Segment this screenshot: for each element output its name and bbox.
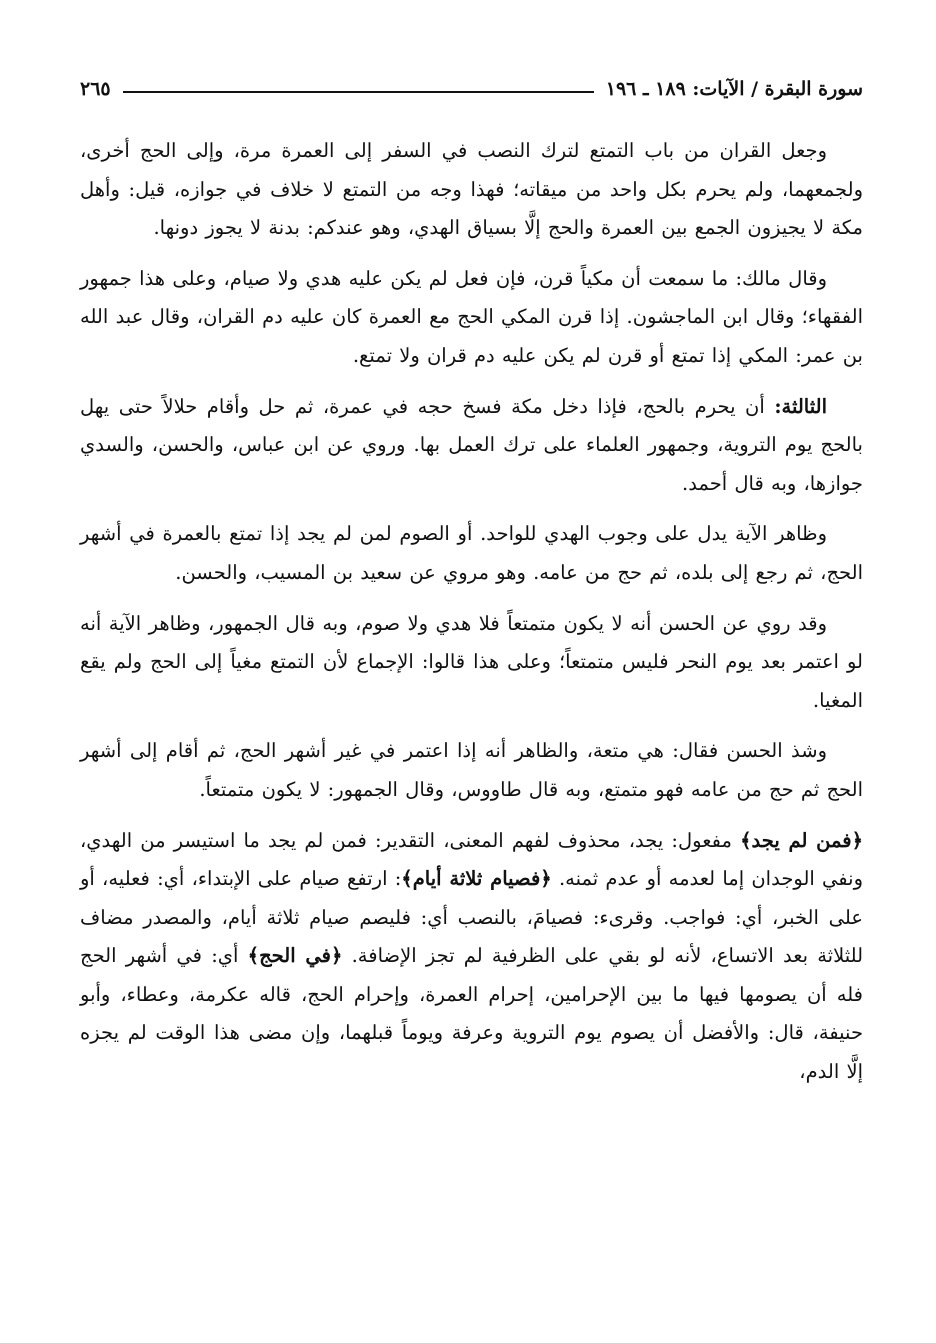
paragraph-text: أي: في أشهر الحج فله أن يصومها فيها ما بين الإحرامين، إحرام العمرة، وإحرام الحج، قاله عكرمة، وعطاء، وأبو حنيفة، قال: والأفضل أن يصوم يوم التروية وعرفة ويوماً قبلهما، وإن مضى هذا الوقت لم يجزه إلَّا الدم، (80, 944, 863, 1084)
paragraph-text: مفعول: يجد، محذوف لفهم المعنى، التقدير: فمن لم يجد ما استيسر من الهدي، ونفي الوجدان إما لعدمه أو عدم ثمنه. (80, 828, 864, 891)
paragraph-text: : ارتفع صيام على الإبتداء، أي: فعليه، أو على الخبر، أي: فواجب. وقرىء: فصيامَ، بالنصب أي: فليصم صيام ثلاثة أيام، والمصدر مضاف للثلاثة بعد الاتساع، لأنه لو بقي على الظرفية لم تجز الإضافة. (80, 867, 864, 968)
paragraph-text: وجعل القران من باب التمتع لترك النصب في السفر إلى العمرة مرة، وإلى الحج أخرى، ولجمعهما، ولم يحرم بكل واحد من ميقاته؛ فهذا وجه من التمتع لا خلاف في جوازه، قيل: وأهل مكة لا يجيزون الجمع بين العمرة والحج إلَّا بسياق الهدي، وهو عندكم: بدنة لا يجوز دونها. (80, 139, 863, 240)
paragraph-lead: الثالثة: (774, 394, 827, 418)
header-rule (123, 91, 594, 93)
verse-quote: ﴿في الحج﴾ (247, 944, 343, 968)
surah-title: سورة البقرة / الآيات: ١٨٩ ـ ١٩٦ (605, 78, 863, 100)
verse-quote: ﴿فصيام ثلاثة أيام﴾ (401, 867, 552, 891)
running-header (80, 72, 863, 106)
paragraph-malik (80, 260, 863, 376)
paragraph-hasan-report (80, 605, 863, 721)
paragraph-text: أن يحرم بالحج، فإذا دخل مكة فسخ حجه في عمرة، ثم حل وأقام حلالاً حتى يهل بالحج يوم التروية، وجمهور العلماء على ترك العمل بها. وروي عن ابن عباس، والحسن، والسدي جوازها، وبه قال أحمد. (80, 394, 863, 495)
paragraph-text: وقال مالك: ما سمعت أن مكياً قرن، فإن فعل لم يكن عليه هدي ولا صيام، وعلى هذا جمهور الفقهاء؛ وقال ابن الماجشون. إذا قرن المكي الحج مع العمرة كان عليه دم القران، وقال عبد الله بن عمر: المكي إذا تمتع أو قرن لم يكن عليه دم قران ولا تمتع. (80, 266, 863, 367)
paragraph-hasan-view (80, 732, 863, 809)
book-page (80, 72, 863, 1092)
paragraph-text: وظاهر الآية يدل على وجوب الهدي للواحد. أو الصوم لمن لم يجد إذا تمتع بالعمرة في أشهر الحج، ثم رجع إلى بلده، ثم حج من عامه. وهو مروي عن سعيد بن المسيب، والحسن. (80, 522, 863, 584)
paragraph-text: وشذ الحسن فقال: هي متعة، والظاهر أنه إذا اعتمر في غير أشهر الحج، ثم أقام إلى أشهر الحج ثم حج من عامه فهو متمتع، وبه قال طاووس، وقال الجمهور: لا يكون متمتعاً. (80, 739, 863, 801)
paragraph-third (80, 388, 863, 504)
body-text (80, 132, 863, 1092)
paragraph-verse-commentary (80, 822, 863, 1092)
page-number: ٢٦٥ (80, 78, 111, 100)
verse-quote: ﴿فمن لم يجد﴾ (740, 828, 863, 852)
paragraph-text: وقد روي عن الحسن أنه لا يكون متمتعاً فلا هدي ولا صوم، وبه قال الجمهور، وظاهر الآية أنه لو اعتمر بعد يوم النحر فليس متمتعاً؛ وعلى هذا قالوا: الإجماع لأن التمتع مغياً إلى الحج ولم يقع المغيا. (80, 611, 863, 712)
paragraph-tamattu-qiran (80, 132, 863, 248)
paragraph-verse-meaning (80, 515, 863, 592)
